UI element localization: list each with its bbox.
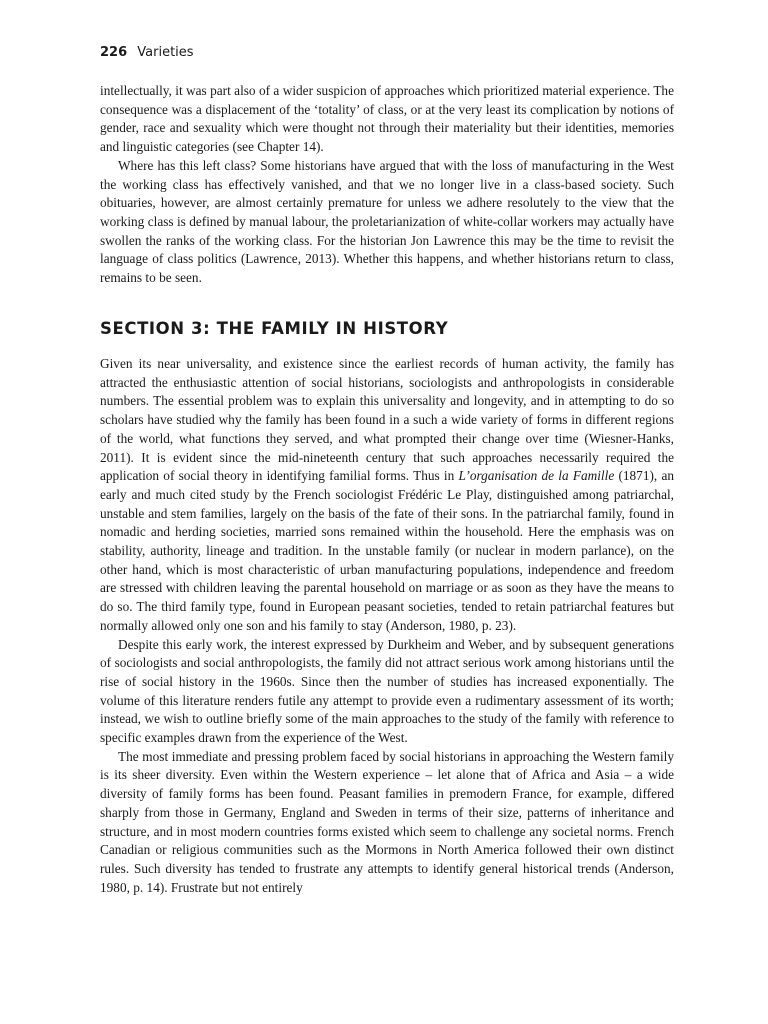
section-text-block — [100, 355, 674, 897]
continued-text-block — [100, 82, 674, 288]
running-head — [100, 44, 194, 62]
section-heading: SECTION 3: THE FAMILY IN HISTORY — [100, 319, 449, 338]
paragraph: Despite this early work, the interest expressed by Durkheim and Weber, and by subsequent generations of sociologists and social anthropologists, the family did not attract serious work among historians until the rise of social history in the 1960s. Since then the number of studies has increased exponentially. The volume of this literature renders futile any attempt to provide even a rudimentary assessment of its worth; instead, we wish to outline briefly some of the main approaches to the study of the family with reference to specific examples drawn from the experience of the West. — [100, 636, 674, 746]
paragraph-text: Given its near universality, and existence since the earliest records of human activity, the family has attracted the enthusiastic attention of social historians, sociologists and anthropologists in considerable numbers. The essential problem was to explain this universality and longevity, and in attempting to do so scholars have studied why the family has been found in a such a wide variety of forms in different regions of the world, what functions they served, and what prompted their change over time (Wiesner-Hanks, 2011). It is evident since the mid-nineteenth century that such approaches necessarily required the application of social theory in identifying familial forms. Thus in — [100, 356, 674, 484]
paragraph-text: (1871), an early and much cited study by the French sociologist Frédéric Le Play, distinguished among patriarchal, unstable and stem families, largely on the basis of the fate of their sons. In the patriarchal family, found in nomadic and herding societies, married sons remained within the household. Here the emphasis was on stability, authority, lineage and tradition. In the unstable family (or nuclear in modern parlance), on the other hand, which is most characteristic of urban manufacturing populations, independence and freedom are stressed with children leaving the parental household on marriage or as soon as they have the means to do so. The third family type, found in European peasant societies, tended to retain patriarchal features but normally allowed only one son and his family to stay (Anderson, 1980, p. 23). — [100, 468, 674, 633]
paragraph — [100, 355, 674, 636]
page-number: 226 — [100, 45, 128, 60]
paragraph: Where has this left class? Some historians have argued that with the loss of manufacturing in the West the working class has effectively vanished, and that we no longer live in a class-based society. Such obituaries, however, are almost certainly premature for unless we adhere resolutely to the view that the working class is defined by manual labour, the proletarianization of white-collar workers may actually have swollen the ranks of the working class. For the historian Jon Lawrence this may be the time to revisit the language of class politics (Lawrence, 2013). Whether this happens, and whether historians return to class, remains to be seen. — [100, 157, 674, 286]
book-title: L’organisation de la Famille — [458, 468, 615, 484]
paragraph: The most immediate and pressing problem faced by social historians in approaching the Western family is its sheer diversity. Even within the Western experience – let alone that of Africa and Asia – a wide diversity of family forms has been found. Peasant families in premodern France, for example, differed sharply from those in Germany, England and Sweden in terms of their size, patterns of inheritance and structure, and in most modern countries forms existed which seem to challenge any societal norms. French Canadian or religious communities such as the Mormons in North America followed their own distinct rules. Such diversity has tended to frustrate any attempts to identify general historical trends (Anderson, 1980, p. 14). Frustrate but not entirely — [100, 748, 674, 895]
paragraph: intellectually, it was part also of a wider suspicion of approaches which prioritized material experience. The consequence was a displacement of the ‘totality’ of class, or at the very least its complication by notions of gender, race and sexuality which were thought not through their materiality but their identities, memories and linguistic categories (see Chapter 14). — [100, 83, 674, 155]
running-head-section: Varieties — [137, 45, 194, 60]
